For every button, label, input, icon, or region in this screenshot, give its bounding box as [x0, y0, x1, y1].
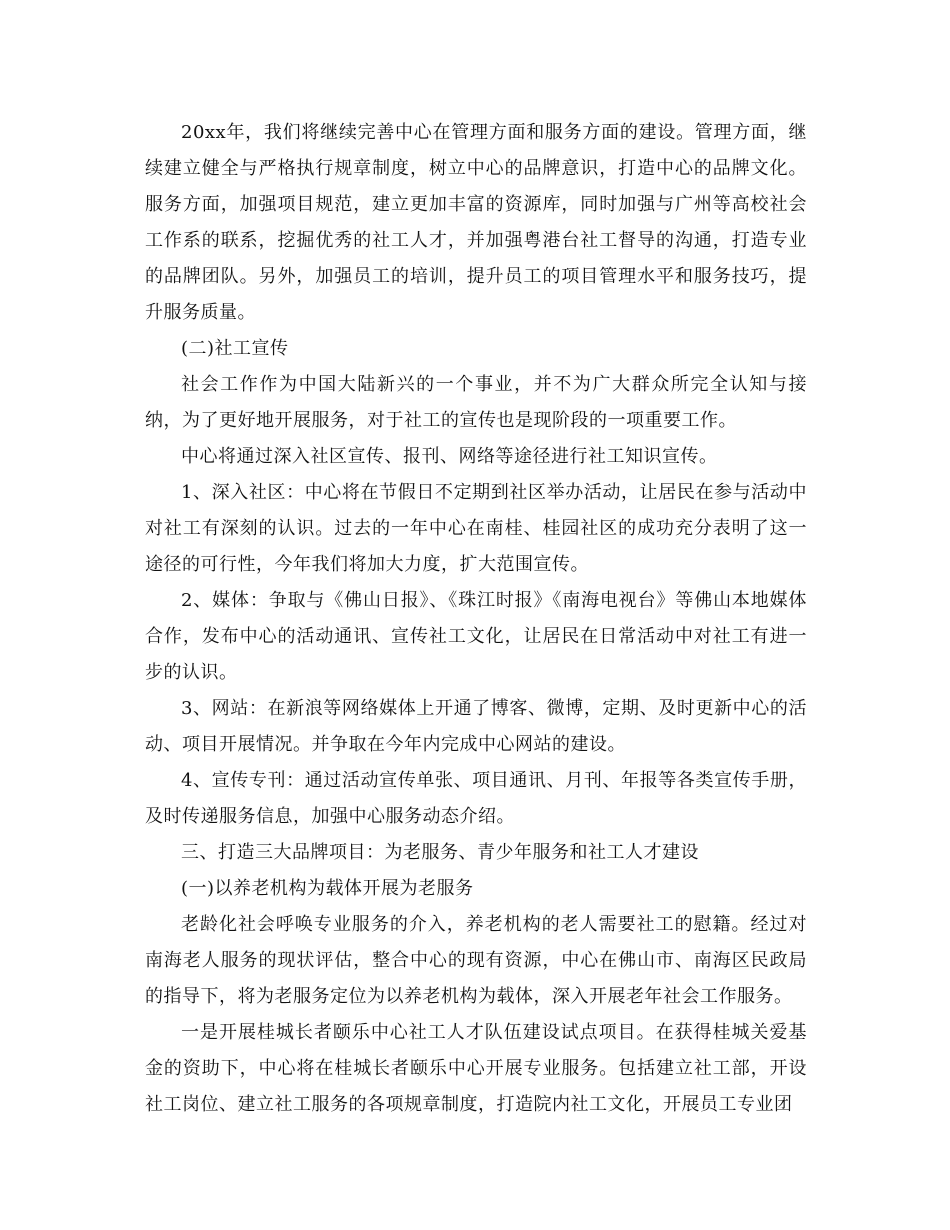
paragraph-promotion-channels: 中心将通过深入社区宣传、报刊、网络等途径进行社工知识宣传。 — [181, 446, 718, 467]
heading-social-work-promotion: (二)社工宣传 — [181, 338, 289, 359]
heading-elderly-service: (一)以养老机构为载体开展为老服务 — [181, 878, 474, 899]
paragraph-plan: 20xx年，我们将继续完善中心在管理方面和服务方面的建设。管理方面，继续建立健全与严格执行规章制度，树立中心的品牌意识，打造中心的品牌文化。服务方面，加强项目规范，建立更加丰富的资源库，同时加强与广州等高校社会工作系的联系，挖掘优秀的社工人才，并加强粤港台社工督导的沟通，打造专业的品牌团队。另外，加强员工的培训，提升员工的项目管理水平和服务技巧，提升服务质量。 — [145, 122, 807, 323]
paragraph-community: 1、深入社区：中心将在节假日不定期到社区举办活动，让居民在参与活动中对社工有深刻的认识。过去的一年中心在南桂、桂园社区的成功充分表明了这一途径的可行性，今年我们将加大力度，扩大范围宣传。 — [145, 482, 807, 575]
document-body — [145, 115, 807, 1123]
paragraph-publications: 4、宣传专刊：通过活动宣传单张、项目通讯、月刊、年报等各类宣传手册，及时传递服务信息，加强中心服务动态介绍。 — [145, 770, 807, 827]
paragraph-website: 3、网站：在新浪等网络媒体上开通了博客、微博，定期、及时更新中心的活动、项目开展情况。并争取在今年内完成中心网站的建设。 — [145, 698, 807, 755]
paragraph-media: 2、媒体：争取与《佛山日报》、《珠江时报》《南海电视台》等佛山本地媒体合作，发布中心的活动通讯、宣传社工文化，让居民在日常活动中对社工有进一步的认识。 — [145, 590, 807, 683]
paragraph-pilot-project: 一是开展桂城长者颐乐中心社工人才队伍建设试点项目。在获得桂城关爱基金的资助下，中心将在桂城长者颐乐中心开展专业服务。包括建立社工部，开设社工岗位、建立社工服务的各项规章制度，打造院内社工文化，开展员工专业团 — [145, 1022, 807, 1115]
paragraph-promotion-intro: 社会工作作为中国大陆新兴的一个事业，并不为广大群众所完全认知与接纳，为了更好地开展服务，对于社工的宣传也是现阶段的一项重要工作。 — [145, 374, 807, 431]
heading-brand-projects: 三、打造三大品牌项目：为老服务、青少年服务和社工人才建设 — [181, 842, 699, 863]
paragraph-elderly-intro: 老龄化社会呼唤专业服务的介入，养老机构的老人需要社工的慰籍。经过对南海老人服务的现状评估，整合中心的现有资源，中心在佛山市、南海区民政局的指导下，将为老服务定位为以养老机构为载体，深入开展老年社会工作服务。 — [145, 914, 807, 1007]
